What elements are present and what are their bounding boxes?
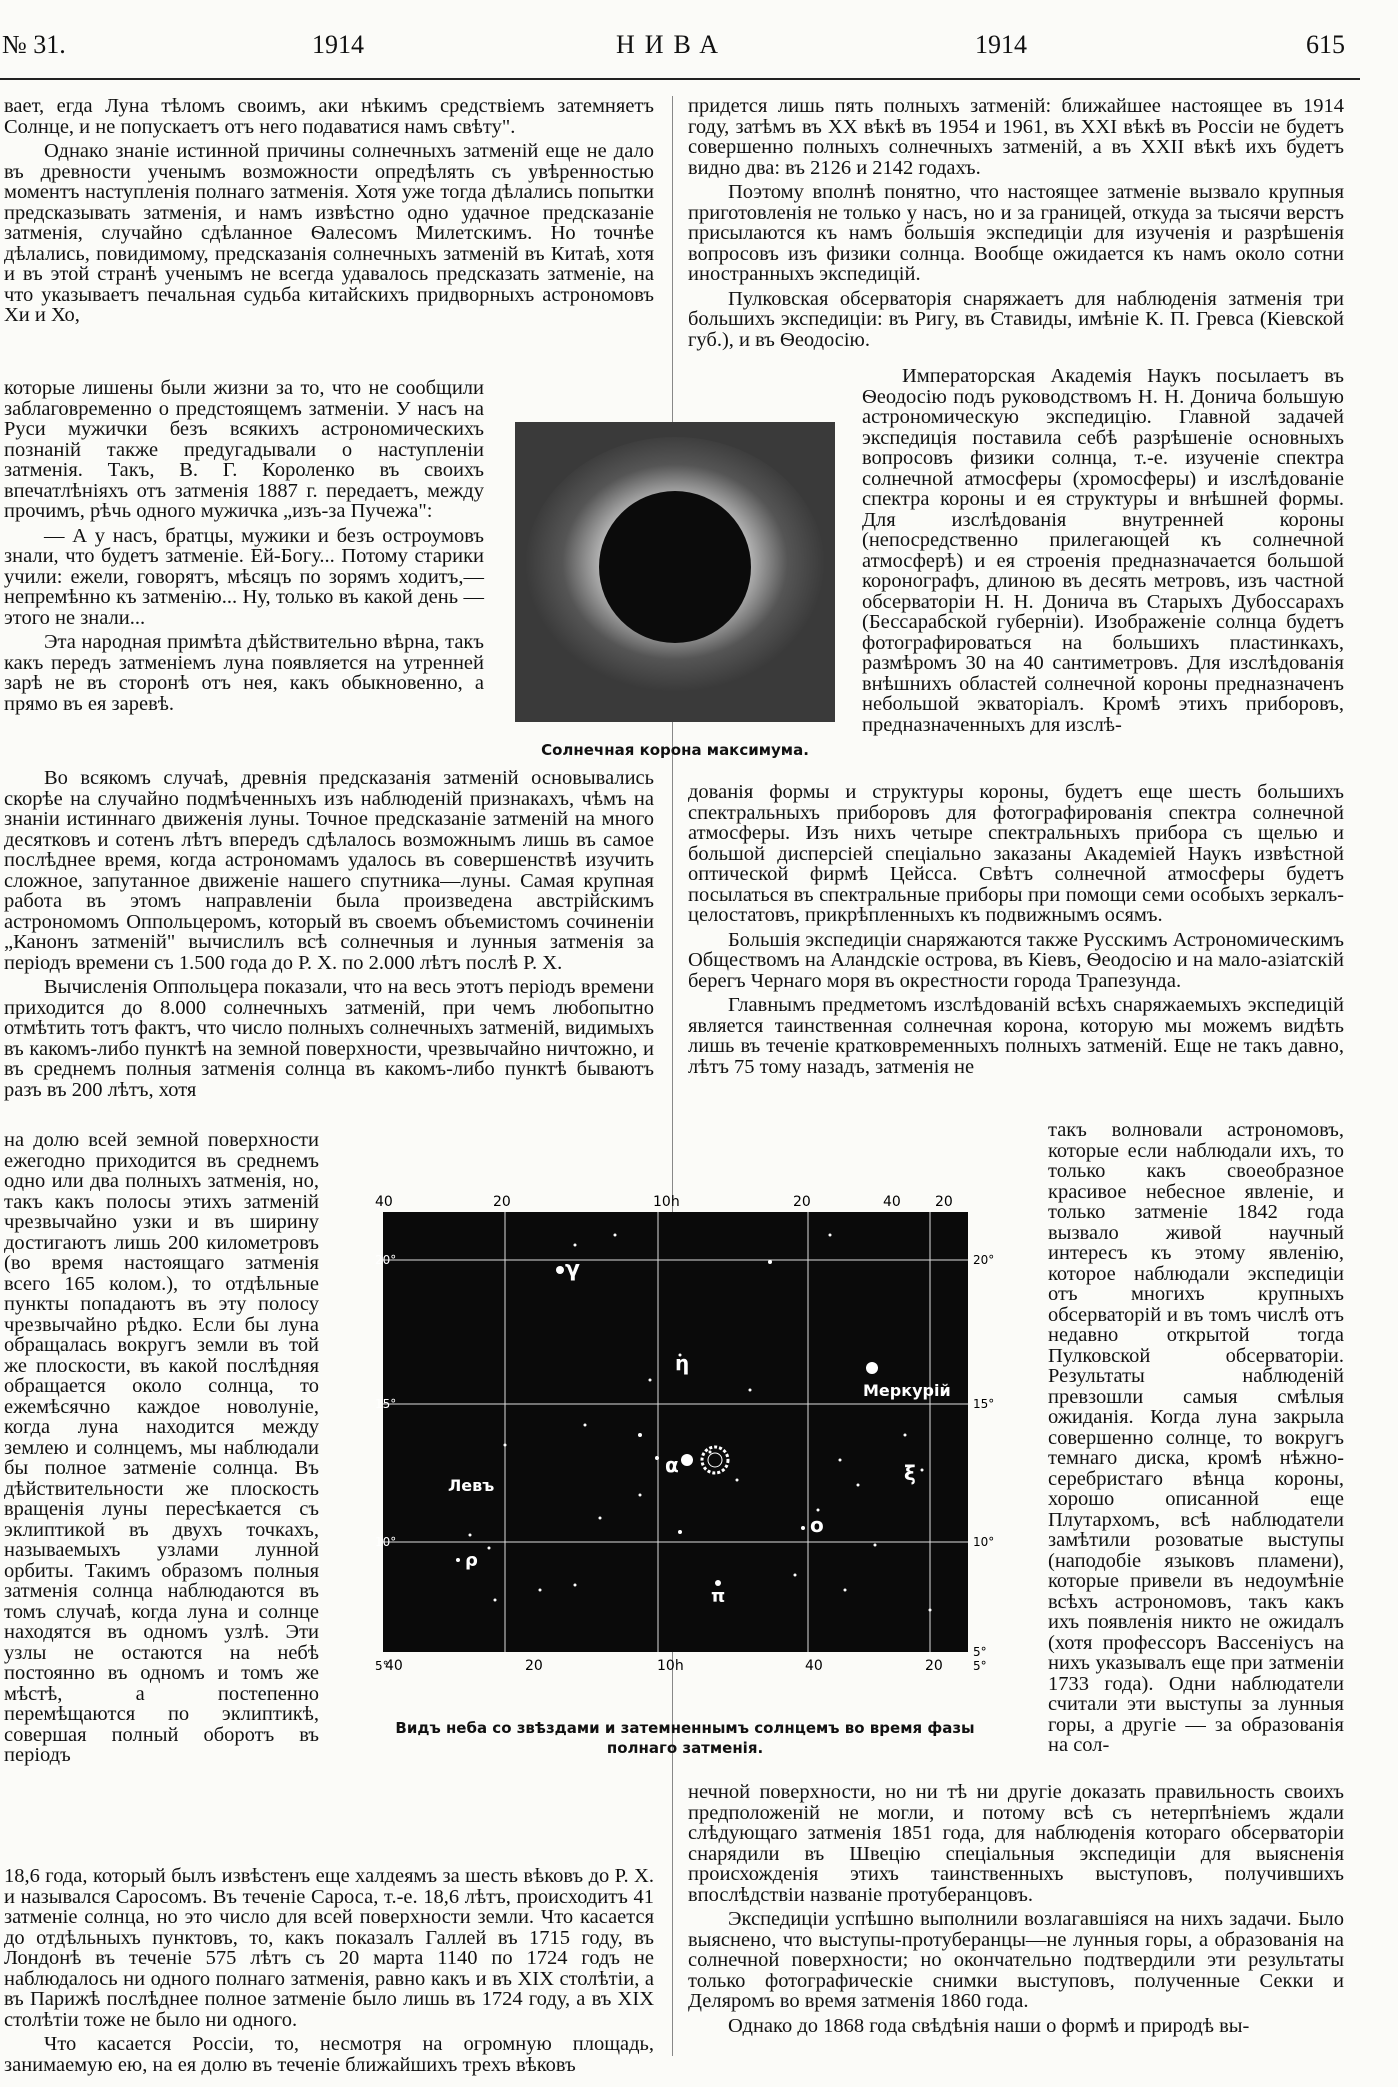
right-column-narrow [862, 366, 1344, 739]
paragraph: Эта народная примѣта дѣйствительно вѣрна, такъ какъ передъ затменiемъ луна появляется на утренней зарѣ не въ сторонѣ отъ нея, какъ обыкновенно, а прямо въ ея заревѣ. [4, 631, 484, 715]
paragraph: Императорская Академiя Наукъ посылаетъ въ Ѳеодосiю подъ руководствомъ Н. Н. Донича большую астрономическую экспедицiю. Главной задачей экспедицiя поставила себѣ разрѣшенiе основныхъ вопросовъ физики солнца, т.-е. изученiе спектра солнечной атмосферы (хромосферы) и изслѣдованiе спектра короны и ея структуры и внѣшней формы. Для изслѣдованiя внутренней короны (непосредственно прилегающей къ солнечной атмосферѣ) и ея строенiя предназначается большой коронографъ, длиною въ десять метровъ, изъ частной обсерваторiи Н. Н. Донича въ Старыхъ Дубоссарахъ (Бессарабской губернiи). Изображенiе солнца будетъ фотографироваться на большихъ пластинкахъ, размѣромъ 30 на 40 сантиметровъ. Для изслѣдованiя внѣшнихъ областей солнечной короны предназначенъ небольшой экваторiалъ. Кромѣ этихъ приборовъ, предназначенныхъ для изслѣ- [862, 365, 1344, 736]
star-label-pi: π [711, 1586, 726, 1607]
column-divider [672, 96, 673, 2056]
right-column-bottom [688, 1782, 1344, 2040]
solar-corona-photo [515, 422, 835, 722]
top-tick: 10h [653, 1194, 680, 1210]
top-tick: 20 [793, 1194, 811, 1210]
bottom-tick: 10h [657, 1658, 684, 1674]
left-tick: 10° [375, 1535, 397, 1549]
paragraph: Однако знанiе истинной причины солнечныхъ затменiй еще не дало въ древности ученымъ возможности опредѣлять съ увѣренностью моментъ наступленiя полнаго затменiя. Хотя уже тогда дѣлались попытки предсказывать затменiя, и намъ извѣстно одно удачное предсказанiе затменiя, случайно сдѣланное Ѳалесомъ Милетскимъ. Но точнѣе дѣлались, повидимому, предсказанiя солнечныхъ затменiй въ Китаѣ, хотя и въ этой странѣ ученымъ не всегда удавалось предсказать затменiе, на что указываетъ печальная судьба китайскихъ придворныхъ астрономовъ Хи и Хо, [4, 140, 654, 326]
paragraph: такъ волновали астрономовъ, которые если наблюдали ихъ, то только какъ своеобразное красивое небесное явленiе, и только затменiе 1842 года вызвало живой научный интересъ къ этому явленiю, которое наблюдали экспедицiи отъ многихъ крупныхъ обсерваторiй и въ томъ числѣ отъ недавно открытой тогда Пулковской обсерваторiи. Результаты наблюденiй превзошли самыя смѣлыя ожиданiя. Когда луна закрыла совершенно солнце, то вокругъ темнаго диска, кромѣ нѣжно-серебристаго вѣнца короны, хорошо описанной еще Плутархомъ, всѣ наблюдатели замѣтили розоватые выступы (наподобiе языковъ пламени), которые привели въ недоумѣнiе всѣхъ астрономовъ, такъ какъ ихъ появленiя никто не ожидалъ (хотя профессоръ Вассенiусъ на нихъ указывалъ еще при затменiи 1733 года). Одни наблюдатели считали эти выступы за лунныя горы, а другiе — за образованiя на сол- [1048, 1119, 1344, 1756]
bottom-tick: 40 [805, 1658, 823, 1674]
right-tick: 5° [973, 1645, 987, 1659]
left-column-narrow [4, 378, 484, 718]
left-column-bottom [4, 1866, 654, 2079]
mercury-label: Меркурiй [863, 1381, 951, 1400]
starmap-caption: Видъ неба со звѣздами и затемненнымъ солнцемъ во время фазы полнаго затменiя. [395, 1719, 975, 1757]
header-year-left: 1914 [312, 30, 364, 59]
star-label-eta: η [675, 1351, 690, 1375]
left-column-narrow-2 [4, 1130, 319, 1770]
page-number: 615 [1306, 30, 1345, 59]
left-column-mid [4, 768, 654, 1104]
right-tick: 10° [973, 1535, 995, 1549]
paragraph: Что касается Россiи, то, несмотря на огромную площадь, занимаемую ею, на ея долю въ теченiе ближайшихъ трехъ вѣковъ [4, 2033, 654, 2076]
paragraph: на долю всей земной поверхности ежегодно приходится въ среднемъ одно или два полныхъ затменiя, но, такъ какъ полосы этихъ затменiй чрезвычайно узки и въ ширину достигаютъ лишь 200 километровъ (во время настоящаго затменiя всего 165 колом.), то отдѣльные пункты попадаютъ въ эту полосу чрезвычайно рѣдко. Если бы луна обращалась вокругъ земли въ той же плоскости, въ какой послѣдняя обращается около солнца, то ежемѣсячно каждое новолунiе, когда луна находится между землею и солнцемъ, мы наблюдали бы полное затменiе солнца. Въ дѣйствительности же плоскость вращенiя луны пересѣкается съ эклиптикой въ двухъ точкахъ, называемыхъ узлами лунной орбиты. Такимъ образомъ полныя затменiя солнца наблюдаются въ томъ случаѣ, когда луна и солнце находятся въ одномъ узлѣ. Эти узлы не остаются на небѣ постоянно въ одномъ и томъ же мѣстѣ, а постепенно перемѣщаются по эклиптикѣ, совершая полный оборотъ въ перiодъ [4, 1129, 319, 1766]
journal-title: НИВА [616, 30, 729, 59]
star-label-alpha: α [665, 1453, 679, 1477]
issue-number: № 31. [2, 30, 66, 59]
paragraph: Главнымъ предметомъ изслѣдованiй всѣхъ снаряжаемыхъ экспедицiй является таинственная солнечная корона, которую мы можемъ видѣть лишь въ теченiе кратковременныхъ полныхъ затменiй. Еще не такъ давно, лѣтъ 75 тому назадъ, затменiя не [688, 994, 1344, 1078]
paragraph: вает, егда Луна тѣломъ своимъ, аки нѣкимъ средствiемъ затемняетъ Солнце, и не попускаетъ отъ него подаватися намъ свѣту". [4, 95, 654, 138]
bottom-tick: 40 [385, 1658, 403, 1674]
leo-label: Левъ [448, 1476, 495, 1495]
paragraph: придется лишь пять полныхъ затменiй: ближайшее настоящее въ 1914 году, затѣмъ въ XX вѣкѣ въ 1954 и 1961, въ XXI вѣкѣ въ Россiи не будетъ совершенно полныхъ солнечныхъ затменiй, а въ XXII вѣкѣ ихъ будетъ видно два: въ 2126 и 2142 годахъ. [688, 95, 1344, 179]
right-column-narrow-2 [1048, 1120, 1344, 1760]
top-tick: 40 [375, 1194, 393, 1210]
paragraph: Поэтому вполнѣ понятно, что настоящее затменiе вызвало крупныя приготовленiя не только у насъ, но и за границей, откуда за тысячи верстъ присылаются къ намъ большiя экспедицiи для изученiя и разрѣшенiя вопросовъ изъ физики солнца. Вообще ожидается къ намъ около сотни иностранныхъ экспедицiй. [688, 181, 1344, 285]
sky-background [383, 1212, 968, 1652]
paragraph: Пулковская обсерваторiя снаряжаетъ для наблюденiя затменiя три большихъ экспедицiи: въ Ригу, въ Ставиды, имѣнiе К. П. Гревса (Кiевской губ.), и въ Ѳеодосiю. [688, 287, 1344, 351]
top-tick: 20 [935, 1194, 953, 1210]
star-label-omicron: o [810, 1513, 824, 1537]
bottom-tick: 5° [375, 1659, 389, 1673]
paragraph: — А у насъ, братцы, мужики и безъ остроумовъ знали, что будетъ затменiе. Ей-Богу... Потому старики учили: ежели, говорятъ, мѣсяцъ по зорямъ ходитъ,—непремѣнно къ затменiю... Ну, только въ какой день — этого не знали... [4, 524, 484, 629]
left-tick: 20° [375, 1253, 397, 1267]
paragraph: Однако до 1868 года свѣдѣнiя наши о формѣ и природѣ вы- [728, 2014, 1250, 2037]
right-tick: 20° [973, 1253, 995, 1267]
paragraph: Большiя экспедицiи снаряжаются также Русскимъ Астрономическимъ Обществомъ на Аландскiе острова, въ Кiевъ, Ѳеодосiю и на мало-азiатскiй берегъ Чернаго моря въ окрестности города Трапезунда. [688, 928, 1344, 992]
paragraph: которые лишены были жизни за то, что не сообщили заблаговременно о предстоящемъ затменiи. У насъ на Руси мужички безъ всякихъ астрономическихъ познанiй также предугадывали о наступленiи затменiя. Такъ, В. Г. Короленко въ своихъ впечатлѣнiяхъ отъ затменiя 1887 г. передаетъ, между прочимъ, рѣчь одного мужичка „изъ-за Пучежа": [4, 377, 484, 522]
paragraph: Экспедицiи успѣшно выполнили возлагавшiяся на нихъ задачи. Было выяснено, что выступы-протуберанцы—не лунныя горы, а образованiя на солнечной поверхности; но окончательно подтвердили эти результаты только фотографическiе снимки выступовъ, полученные Секки и Деляромъ во время затменiя 1860 года. [688, 1908, 1344, 2012]
star-label-rho: ρ [465, 1550, 478, 1571]
header-rule [0, 78, 1360, 80]
right-column-top [688, 96, 1344, 354]
right-column-mid [688, 782, 1344, 1081]
left-column-top [4, 96, 654, 330]
bottom-tick: 20 [525, 1658, 543, 1674]
bottom-tick: 5° [973, 1659, 987, 1673]
star-label-gamma: γ [565, 1257, 580, 1282]
left-tick: 15° [375, 1397, 397, 1411]
header-year-right: 1914 [975, 30, 1027, 59]
bottom-tick: 20 [925, 1658, 943, 1674]
star-label-xi: ξ [904, 1461, 916, 1485]
top-tick: 20 [493, 1194, 511, 1210]
right-tick: 15° [973, 1397, 995, 1411]
paragraph: нечной поверхности, но ни тѣ ни другiе доказать правильность своихъ предположенiй не могли, и потому всѣ съ нетерпѣнiемъ ждали слѣдующаго затменiя 1851 года, для наблюденiя котораго обсерваторiи снарядили въ Швецiю спецiальныя экспедицiи для выясненiя происхожденiя этихъ таинственныхъ выступовъ, получившихъ впослѣдствiи названiе протуберанцовъ. [688, 1781, 1344, 1906]
photo-caption: Солнечная корона максимума. [541, 741, 809, 759]
top-tick: 40 [883, 1194, 901, 1210]
paragraph: дованiя формы и структуры короны, будетъ еще шесть большихъ спектральныхъ приборовъ для фотографированiя спектра солнечной атмосферы. Изъ нихъ четыре спектральныхъ прибора съ щелью и большой дисперсiей спецiально заказаны Академiей Наукъ извѣстной оптической фирмѣ Цейсса. Свѣтъ солнечной атмосферы будетъ посылаться въ спектральные приборы при помощи семи особыхъ зеркалъ-целостатовъ, прикрѣпленныхъ къ подвижнымъ осямъ. [688, 781, 1344, 926]
paragraph: Вычисленiя Оппольцера показали, что на весь этотъ перiодъ времени приходится до 8.000 солнечныхъ затменiй, при чемъ любопытно отмѣтить тотъ фактъ, что число полныхъ солнечныхъ затменiй, видимыхъ въ какомъ-либо пунктѣ на земной поверхности, чрезвычайно ничтожно, и въ среднемъ полныя затменiя солнца въ какомъ-либо пунктѣ бываютъ разъ въ 200 лѣтъ, хотя [4, 976, 654, 1101]
star-map [375, 1190, 995, 1685]
paragraph: 18,6 года, который былъ извѣстенъ еще халдеямъ за шесть вѣковъ до Р. Х. и назывался Саросомъ. Въ теченiе Сароса, т.-е. 18,6 лѣтъ, происходитъ 41 затменiе солнца, но это число для всей поверхности земли. Что касается до отдѣльныхъ пунктовъ, то, какъ показалъ Галлей въ 1715 году, въ Лондонѣ въ теченiе 575 лѣтъ съ 20 марта 1140 по 1724 годъ не наблюдалось ни одного полнаго затменiя, равно какъ и въ XIX столѣтiи, а въ Парижѣ послѣднее полное затменiе было лишь въ 1724 году, а въ XIX столѣтiи тоже не было ни одного. [4, 1865, 654, 2031]
paragraph: Во всякомъ случаѣ, древнiя предсказанiя затменiй основывались скорѣе на случайно подмѣченныхъ изъ наблюденiй признакахъ, чѣмъ на знанiи истиннаго движенiя луны. Точное предсказанiе затменiй на много десятковъ и сотенъ лѣтъ впередъ сдѣлалось возможнымъ лишь въ самое послѣднее время, когда астрономамъ удалось въ совершенствѣ изучить сложное, запутанное движенiе нашего спутника—луны. Самая крупная работа въ этомъ направленiи была произведена австрiйскимъ астрономомъ Оппольцеромъ, который въ своемъ объемистомъ сочиненiи „Канонъ затменiй" вычислилъ всѣ солнечныя и лунныя затменiя за перiодъ времени съ 1.500 года до Р. Х. по 2.000 лѣтъ послѣ Р. Х. [4, 767, 654, 974]
